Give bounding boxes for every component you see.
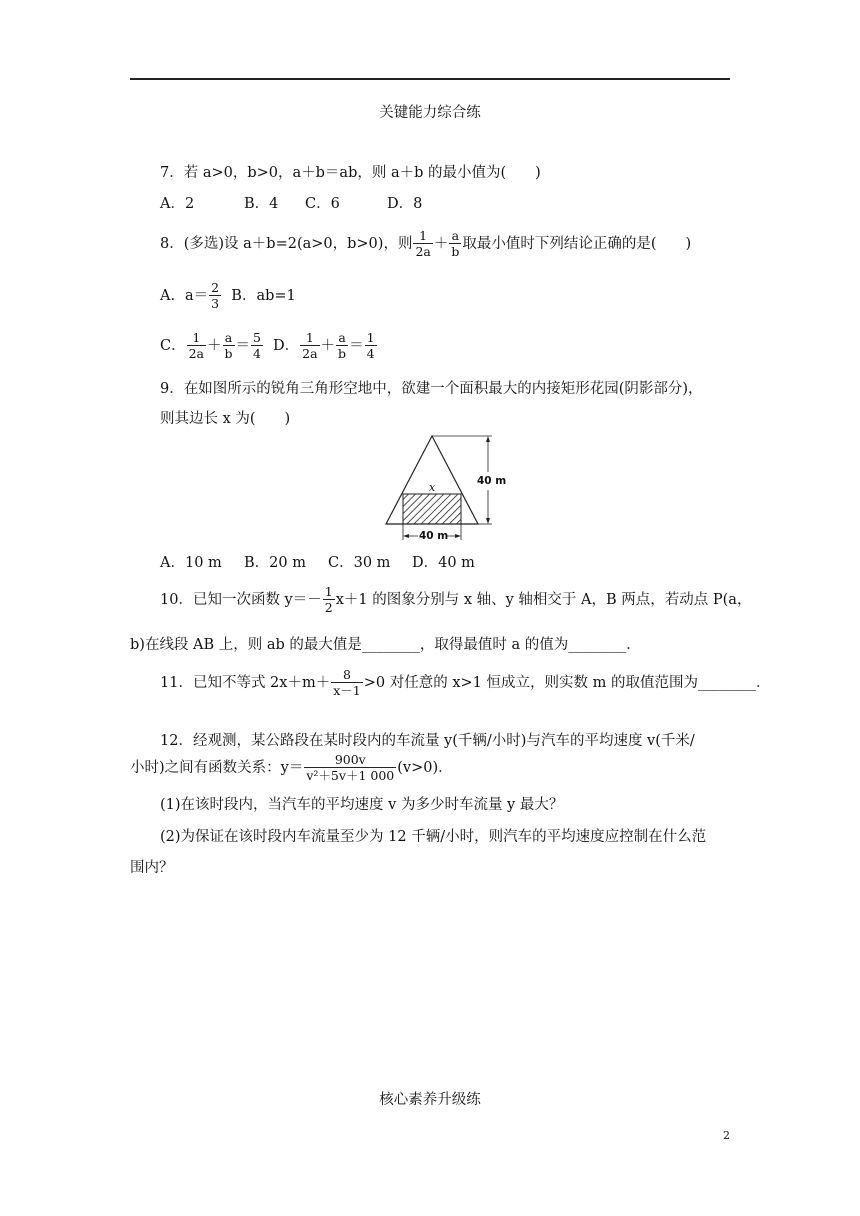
inscribed-rectangle xyxy=(403,494,461,524)
question-8-options-ab: A．a＝ $\frac{2}{3}$ B．ab=1 xyxy=(160,279,296,312)
question-7-option-d: D．8 xyxy=(387,196,423,212)
base-arrowhead-left xyxy=(403,534,409,538)
triangle-figure xyxy=(378,432,508,550)
base-label: 40 m xyxy=(419,530,449,542)
question-12-sub-2-line-2: 围内？ xyxy=(130,860,174,876)
next-section-title: 核心素养升级练 xyxy=(379,1092,481,1108)
question-8-stem: 8．(多选)设 a＋b=2(a>0，b>0)，则 $\frac{1}{2a}$ ＋ $\frac{a}{b}$ 取最小值时下列结论正确的是( ) xyxy=(160,227,692,260)
fraction-a-over-b: $\frac{a}{b}$ xyxy=(451,227,460,260)
question-7-stem: 7．若 a>0，b>0，a＋b＝ab，则 a＋b 的最小值为( ) xyxy=(160,165,541,181)
height-arrowhead-bottom xyxy=(486,518,490,524)
question-12-sub-1: (1)在该时段内，当汽车的平均速度 v 为多少时车流量 y 最大？ xyxy=(160,797,564,813)
question-8-option-c: C． $\frac{1}{2a}$ ＋ $\frac{a}{b}$ ＝ $\frac{5}{4}$ xyxy=(160,329,261,362)
question-7-option-a: A．2 xyxy=(160,196,195,212)
question-12-sub-2-line-1: (2)为保证在该时段内车流量至少为 12 千辆/小时，则汽车的平均速度应控制在什么范 xyxy=(160,829,707,845)
fraction-8-over-x-minus-1: $\frac{8}{x-1}$ xyxy=(333,666,361,699)
question-11: 11．已知不等式 2x＋m＋ $\frac{8}{x-1}$ >0 对任意的 x>1 恒成立，则实数 m 的取值范围为________． xyxy=(160,666,771,699)
fraction-1-over-2a: $\frac{1}{2a}$ xyxy=(415,227,431,260)
height-arrowhead-top xyxy=(486,436,490,442)
question-9-option-d: D．40 m xyxy=(412,555,475,571)
side-x-label: x xyxy=(429,481,436,494)
question-12-line-1: 12．经观测，某公路段在某时段内的车流量 y(千辆/小时)与汽车的平均速度 v(千米/ xyxy=(160,733,695,749)
question-9-line-1: 9．在如图所示的锐角三角形空地中，欲建一个面积最大的内接矩形花园(阴影部分)， xyxy=(160,381,703,397)
fraction-2-over-3: $\frac{2}{3}$ xyxy=(211,279,220,312)
fraction-1-over-2: $\frac{1}{2}$ xyxy=(324,583,333,616)
fraction-traffic-function: $\frac{900v}{\text{v²＋5v＋1 000}}$ xyxy=(306,751,395,784)
height-label: 40 m xyxy=(477,475,507,487)
base-arrowhead-right xyxy=(455,534,461,538)
question-7-option-c: C．6 xyxy=(305,196,340,212)
question-12-line-2: 小时)之间有函数关系：y＝ $\frac{900v}{\text{v²＋5v＋1 000}}$ (v>0)． xyxy=(130,751,453,784)
header-rule xyxy=(130,78,730,80)
question-10-line-1: 10．已知一次函数 y＝－ $\frac{1}{2}$ x＋1 的图象分别与 x 轴、y 轴相交于 A，B 两点，若动点 P(a， xyxy=(160,583,752,616)
page-number: 2 xyxy=(723,1129,730,1142)
question-9-option-a: A．10 m xyxy=(160,555,222,571)
question-9-line-2: 则其边长 x 为( ) xyxy=(160,411,291,427)
question-10-line-2: b)在线段 AB 上，则 ab 的最大值是________，取得最值时 a 的值为________． xyxy=(130,637,641,653)
question-9-option-c: C．30 m xyxy=(328,555,391,571)
question-9-option-b: B．20 m xyxy=(244,555,306,571)
question-7-option-b: B．4 xyxy=(244,196,279,212)
question-8-option-d: D． $\frac{1}{2a}$ ＋ $\frac{a}{b}$ ＝ $\frac{1}{4}$ xyxy=(273,329,375,362)
section-title: 关键能力综合练 xyxy=(379,105,481,121)
